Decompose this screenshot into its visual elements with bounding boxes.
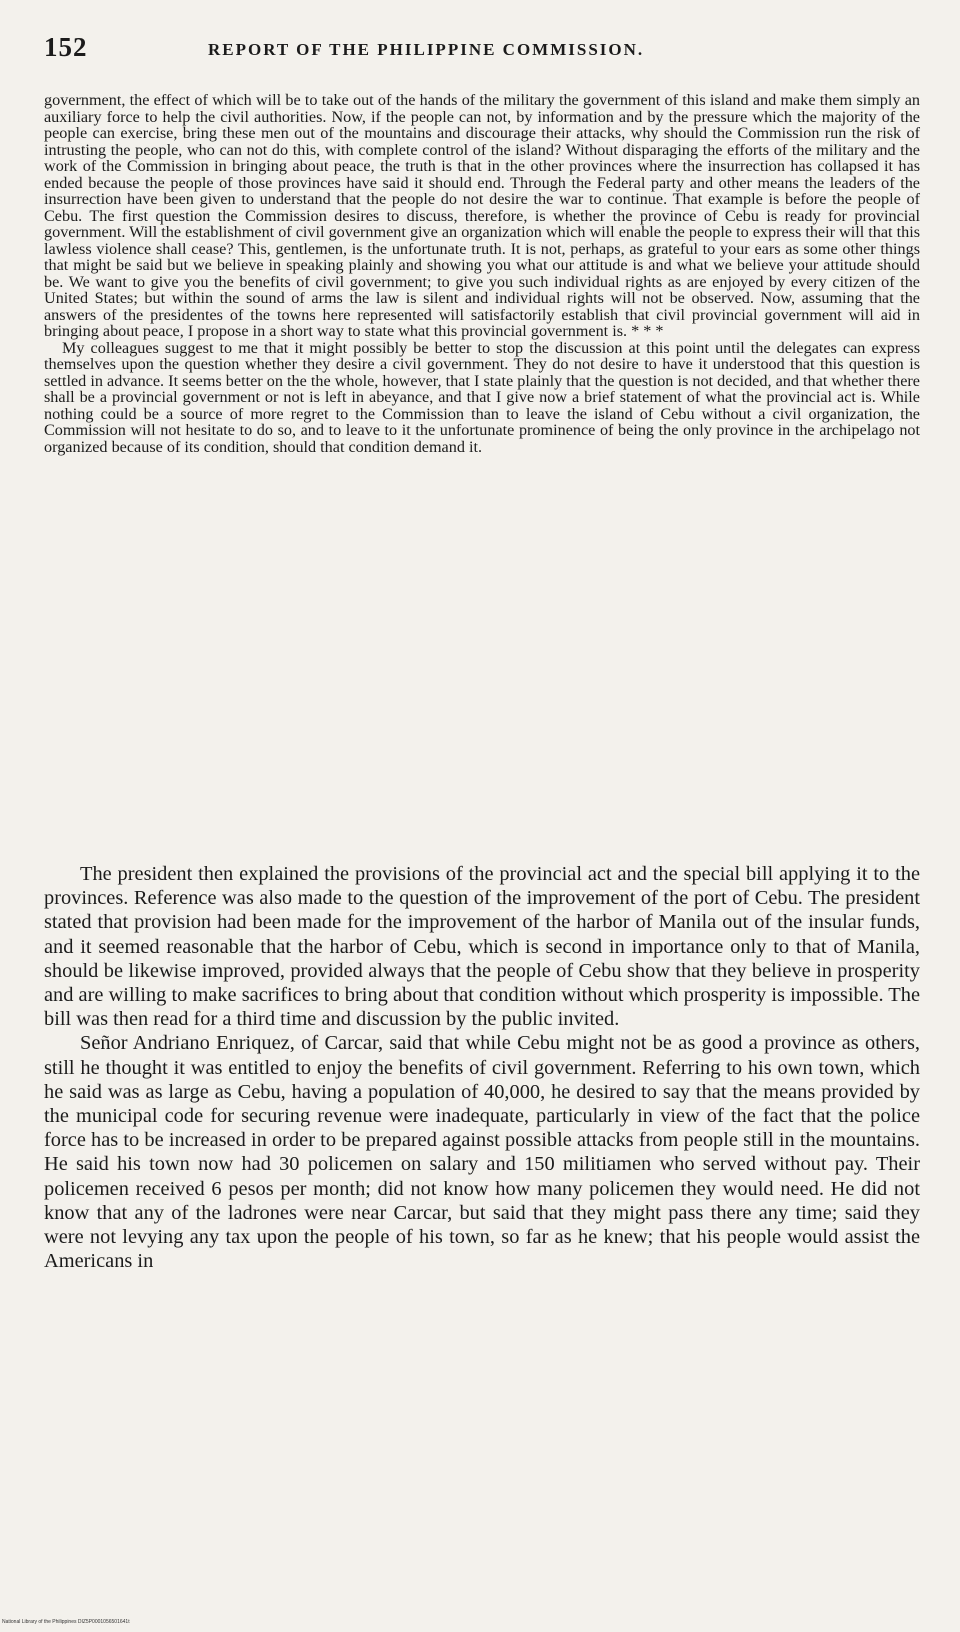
scan-stamp: National Library of the Philippines DIZ5P0001056501641t: [2, 1619, 130, 1625]
quote-paragraph: government, the effect of which will be to take out of the hands of the military the government of this island and make them simply an auxiliary force to help the civil authorities. Now, if the people can not, by information and by the pressure which the majority of the people can exercise, bring these men out of the mountains and discourage their attacks, why should the Commission run the risk of intrusting the people, who can not do this, with complete control of the island? Without disparaging the efforts of the military and the work of the Commission in bringing about peace, the truth is that in the other provinces where the insurrection has collapsed it has ended because the people of those provinces have said it should end. Through the Federal party and other means the leaders of the insurrection have been given to understand that the people do not desire the war to continue. That example is before the people of Cebu. The first question the Commission desires to discuss, therefore, is whether the province of Cebu is ready for provincial government. Will the establishment of civil government give an organization which will enable the people to express their will that this lawless violence shall cease? This, gentlemen, is the unfortunate truth. It is not, perhaps, as grateful to your ears as some other things that might be said but we believe in speaking plainly and showing you what our attitude is and what we believe your attitude should be. We want to give you the benefits of civil government; to give you such individual rights as are enjoyed by every citizen of the United States; but within the sound of arms the law is silent and individual rights will not be observed. Now, assuming that the answers of the presidentes of the towns here represented will satisfactorily establish that civil provincial government will aid in bringing about peace, I propose in a short way to state what this provincial government is. * * *: [44, 91, 920, 340]
body-paragraph: The president then explained the provisions of the provincial act and the special bill applying it to the provinces. Reference was also made to the question of the improvement of the port of Cebu. The president stated that provision had been made for the improvement of the harbor of Manila out of the insular funds, and it seemed reasonable that the harbor of Cebu, which is second in importance only to that of Manila, should be likewise improved, provided always that the people of Cebu show that they believe in prosperity and are willing to make sacrifices to bring about that condition without which prosperity is impossible. The bill was then read for a third time and discussion by the public invited.: [44, 863, 920, 1031]
body-paragraph: Señor Andriano Enriquez, of Carcar, said that while Cebu might not be as good a province as others, still he thought it was entitled to enjoy the benefits of civil government. Referring to his own town, which he said was as large as Cebu, having a population of 40,000, he desired to say that the means provided by the municipal code for securing revenue were inadequate, particularly in view of the fact that the police force has to be increased in order to be prepared against possible attacks from people still in the mountains. He said his town now had 30 policemen on salary and 150 militiamen who served without pay. Their policemen received 6 pesos per month; did not know how many policemen they would need. He did not know that any of the ladrones were near Carcar, but said that they might pass there any time; said they were not levying any tax upon the people of his town, so far as he knew; that his people would assist the Americans in: [44, 1032, 920, 1273]
page-header: [44, 32, 920, 72]
page-number: 152: [44, 32, 88, 62]
quote-paragraph: My colleagues suggest to me that it might possibly be better to stop the discussion at this point until the delegates can express themselves upon the question whether they desire a civil government. They do not desire to have it understood that this question is settled in advance. It seems better on the the whole, however, that I state plainly that the question is not decided, and that whether there shall be a provincial government or not is left in abeyance, and that I give now a brief statement of what the provincial act is. While nothing could be a source of more regret to the Commission than to leave the island of Cebu without a civil organization, the Commission will not hesitate to do so, and to leave to it the unfortunate prominence of being the only province in the archipelago not organized because of its condition, should that condition demand it.: [44, 338, 920, 456]
quoted-speech-block: [44, 92, 920, 455]
running-title: REPORT OF THE PHILIPPINE COMMISSION.: [208, 40, 645, 59]
body-text-block: [44, 862, 920, 1273]
